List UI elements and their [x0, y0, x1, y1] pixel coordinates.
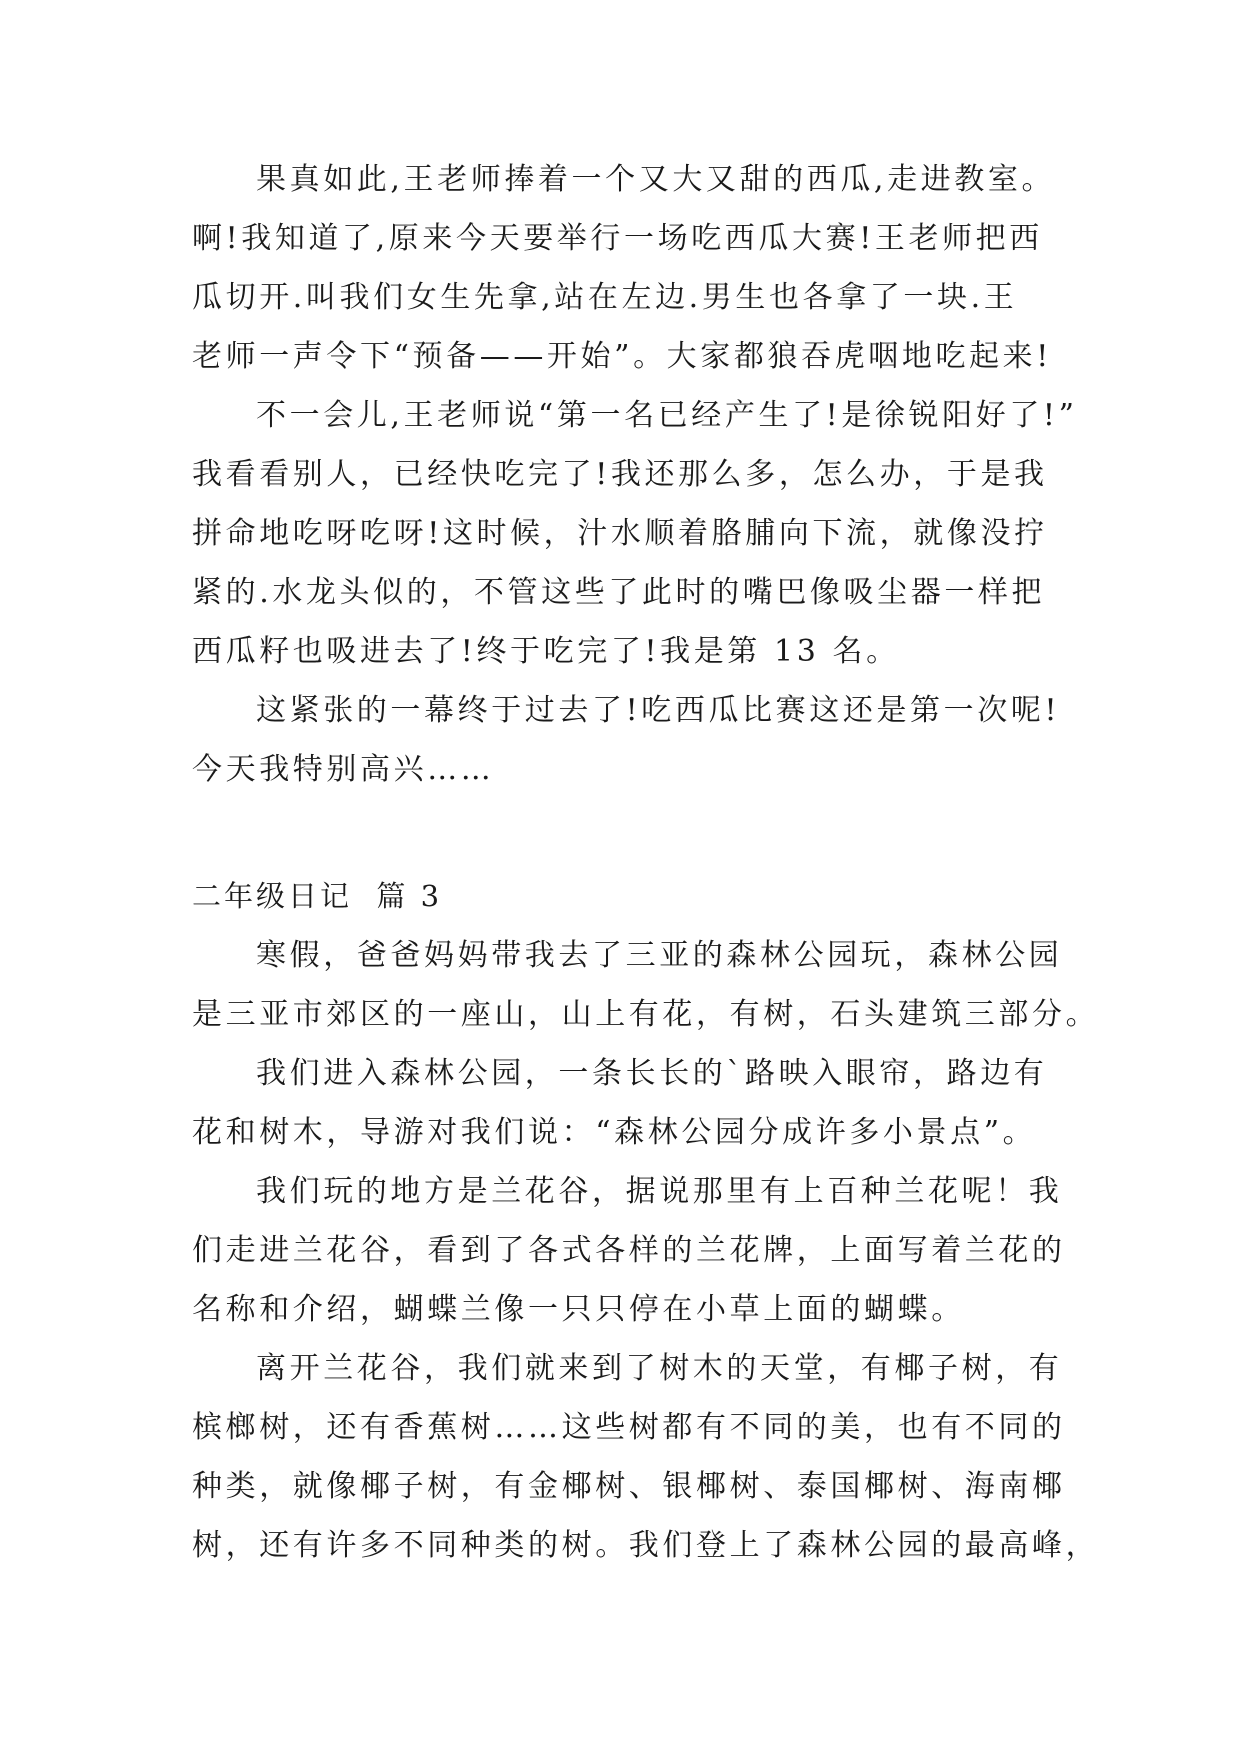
text-line: 今天我特别高兴…… — [192, 752, 495, 787]
text-line: 啊!我知道了,原来今天要举行一场吃西瓜大赛!王老师把西 — [192, 221, 1043, 256]
text-line: 是三亚市郊区的一座山，山上有花，有树，石头建筑三部分。 — [192, 997, 1100, 1032]
text-line: 这紧张的一幕终于过去了!吃西瓜比赛这还是第一次呢! — [256, 693, 1061, 728]
text-line: 西瓜籽也吸进去了!终于吃完了!我是第 13 名。 — [192, 634, 900, 669]
text-line: 树，还有许多不同种类的树。我们登上了森林公园的最高峰， — [192, 1528, 1100, 1563]
document-page — [192, 150, 1100, 1575]
text-line: 紧的.水龙头似的，不管这些了此时的嘴巴像吸尘器一样把 — [192, 575, 1046, 610]
text-line: 果真如此,王老师捧着一个又大又甜的西瓜,走进教室。 — [256, 162, 1056, 197]
text-line: 不一会儿,王老师说“第一名已经产生了!是徐锐阳好了!” — [256, 398, 1078, 433]
text-line: 寒假，爸爸妈妈带我去了三亚的森林公园玩，森林公园 — [256, 938, 1063, 973]
paragraph — [192, 150, 1072, 386]
text-line: 我们进入森林公园，一条长长的`路映入眼帘，路边有 — [256, 1056, 1048, 1091]
text-line: 拼命地吃呀吃呀!这时候，汁水顺着胳脯向下流，就像没拧 — [192, 516, 1048, 551]
section-heading: 二年级日记 篇 3 — [192, 879, 443, 913]
text-line: 槟榔树，还有香蕉树……这些树都有不同的美，也有不同的 — [192, 1410, 1066, 1445]
text-line: 瓜切开.叫我们女生先拿,站在左边.男生也各拿了一块.王 — [192, 280, 1018, 315]
text-line: 种类，就像椰子树，有金椰树、银椰树、泰国椰树、海南椰 — [192, 1469, 1066, 1504]
paragraph — [192, 386, 1078, 681]
paragraph — [192, 1339, 1100, 1575]
section-2 — [192, 867, 1100, 1575]
text-line: 离开兰花谷，我们就来到了树木的天堂，有椰子树，有 — [256, 1351, 1063, 1386]
paragraph — [192, 1044, 1072, 1162]
text-line: 我看看别人，已经快吃完了!我还那么多，怎么办，于是我 — [192, 457, 1048, 492]
paragraph — [192, 681, 1072, 799]
text-line: 我们玩的地方是兰花谷，据说那里有上百种兰花呢！我 — [256, 1174, 1063, 1209]
text-line: 花和树木，导游对我们说：“森林公园分成许多小景点”。 — [192, 1115, 1037, 1150]
paragraph — [192, 926, 1100, 1044]
section-1 — [192, 150, 1078, 799]
text-line: 名称和介绍，蝴蝶兰像一只只停在小草上面的蝴蝶。 — [192, 1292, 965, 1327]
text-line: 们走进兰花谷，看到了各式各样的兰花牌，上面写着兰花的 — [192, 1233, 1066, 1268]
text-line: 老师一声令下“预备——开始”。大家都狼吞虎咽地吃起来! — [192, 339, 1052, 374]
paragraph — [192, 1162, 1072, 1339]
section-gap — [192, 799, 1072, 867]
